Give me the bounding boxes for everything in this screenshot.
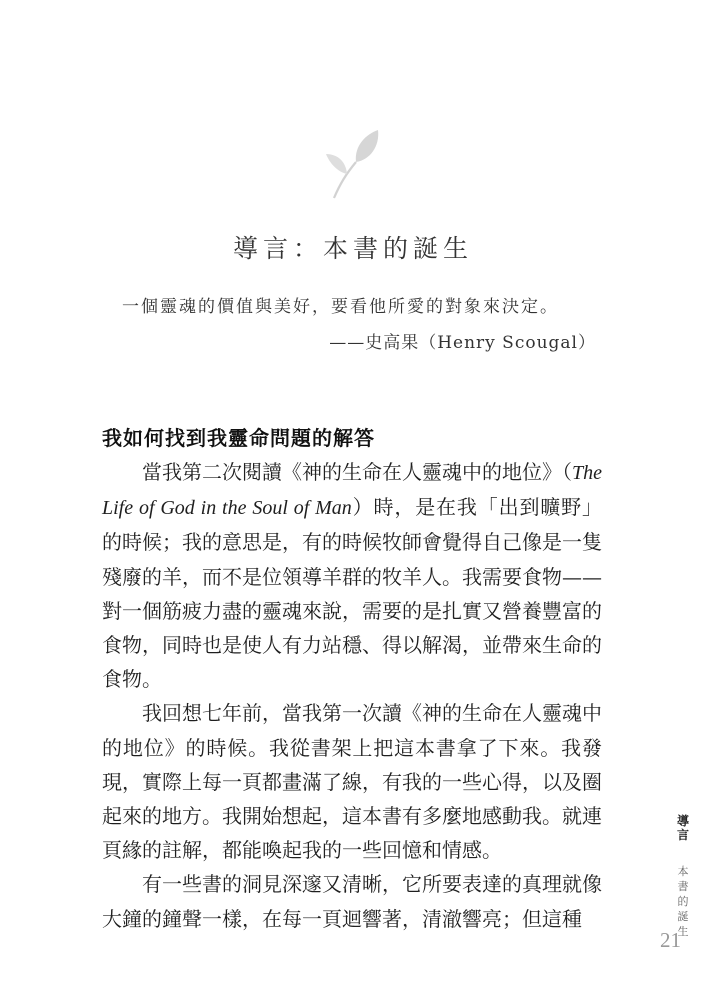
- body-text: [102, 455, 602, 936]
- running-header: [674, 814, 692, 939]
- leaf-icon: [320, 128, 384, 200]
- paragraph-1-rest: ）時，是在我「出到曠野」的時候；我的意思是，有的時候牧師會覺得自己像是一隻殘廢的羊，而不是位領導羊群的牧羊人。我需要食物——對一個筋疲力盡的靈魂來說，需要的是扎實又營養豐富的食物，同時也是使人有力站穩、得以解渴，並帶來生命的食物。: [102, 495, 602, 692]
- section-heading: 我如何找到我靈命問題的解答: [102, 426, 375, 450]
- paragraph-2: 我回想七年前，當我第一次讀《神的生命在人靈魂中的地位》的時候。我從書架上把這本書拿了下來。我發現，實際上每一頁都畫滿了線，有我的一些心得，以及圈起來的地方。我開始想起，這本書有多麼地感動我。就連頁緣的註解，都能喚起我的一些回憶和情感。: [102, 701, 602, 863]
- paragraph-1-lead: 當我第二次閱讀《神的生命在人靈魂中的地位》（: [142, 460, 572, 484]
- paragraph-3: 有一些書的洞見深邃又清晰，它所要表達的真理就像大鐘的鐘聲一樣，在每一頁迴響著，清澈響亮；但這種: [102, 872, 602, 931]
- running-header-chapter: 導言: [676, 814, 689, 842]
- epigraph-quote: 一個靈魂的價值與美好，要看他所愛的對象來決定。: [122, 297, 559, 317]
- chapter-title: 導言：本書的誕生: [232, 233, 473, 263]
- paragraph-1: [102, 455, 602, 696]
- running-header-title: 本書的誕生: [677, 865, 689, 938]
- page-number: 21: [660, 928, 681, 952]
- epigraph-attribution: ——史高果（Henry Scougal）: [329, 333, 596, 353]
- english-book-title: The Life of God in the Soul of Man: [102, 462, 602, 520]
